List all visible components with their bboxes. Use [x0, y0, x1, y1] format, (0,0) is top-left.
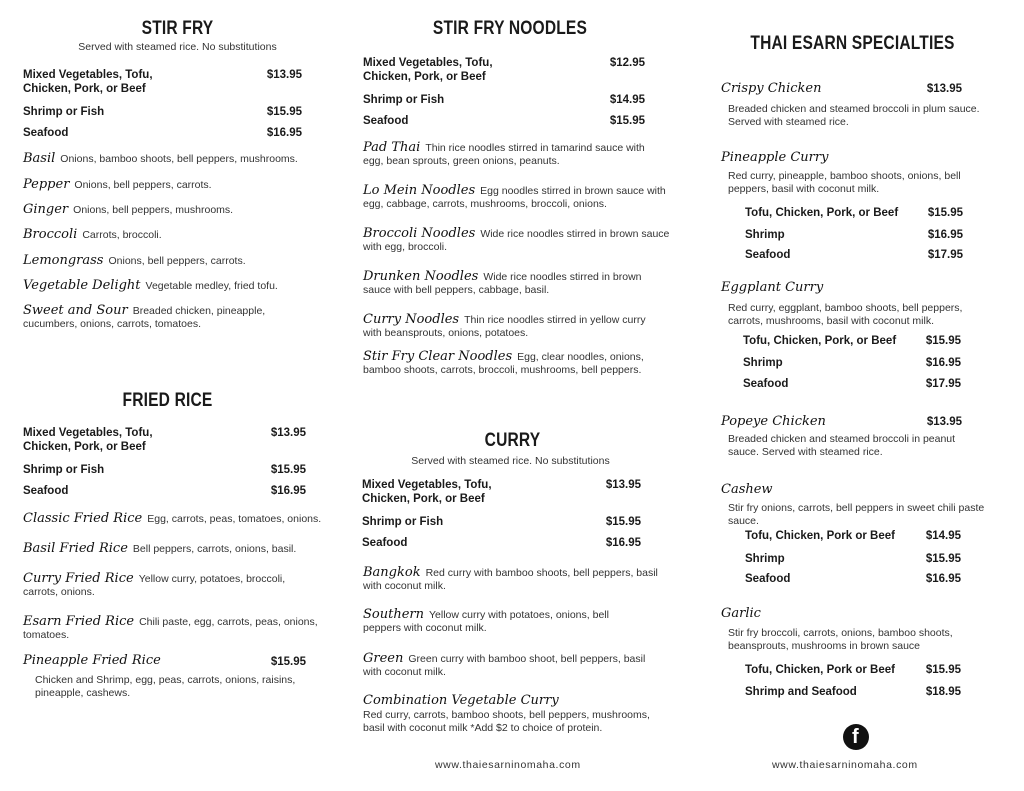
price-label: Tofu, Chicken, Pork or Beef [745, 530, 895, 542]
dish-description: Wide rice noodles stirred in brown sauce with bell peppers, cabbage, basil. [363, 271, 642, 296]
price-label: Seafood [363, 115, 409, 127]
dish-description: Bell peppers, carrots, onions, basil. [132, 543, 297, 555]
dish-description: Stir fry broccoli, carrots, onions, bamboo shoots, beansprouts, mushrooms in brown sauce [728, 627, 953, 652]
price-label: Seafood [743, 378, 789, 390]
section-subtitle: Served with steamed rice. No substitutions [411, 455, 610, 467]
dish-description: Onions, bamboo shoots, bell peppers, mushrooms. [60, 153, 298, 165]
dish-description: Onions, bell peppers, carrots. [74, 179, 212, 191]
price-label: Seafood [23, 485, 69, 497]
dish-description: Egg noodles stirred in brown sauce with egg, cabbage, carrots, mushrooms, broccoli, onions. [363, 185, 666, 210]
price-label: Mixed Vegetables, Tofu, Chicken, Pork, or Beef [23, 427, 153, 453]
dish-description: Thin rice noodles stirred in yellow curry with beansprouts, onions, potatoes. [363, 314, 646, 339]
dish-description: Onions, bell peppers, carrots. [108, 255, 246, 267]
section-title-curry: CURRY [484, 430, 541, 451]
price-label: Shrimp or Fish [23, 106, 105, 118]
price-label: Tofu, Chicken, Pork, or Beef [745, 207, 899, 219]
menu-item [23, 279, 333, 293]
dish-description: Egg, clear noodles, onions, bamboo shoots, carrots, broccoli, mushrooms, bell peppers. [363, 351, 644, 376]
dish-name: Esarn Fried Rice [23, 614, 135, 629]
dish-name: Curry Noodles [363, 312, 460, 327]
dish-name: Curry Fried Rice [23, 571, 134, 586]
price-label: Seafood [745, 573, 791, 585]
price-label: Tofu, Chicken, Pork or Beef [745, 664, 895, 676]
price-label: Shrimp or Fish [362, 516, 444, 528]
dish-name: Green [363, 651, 404, 666]
dish-description: Stir fry onions, carrots, bell peppers in sweet chili paste sauce. [728, 502, 985, 527]
menu-item [363, 350, 675, 377]
price-value: $16.95 [925, 573, 961, 585]
menu-item [23, 615, 323, 642]
price-value: $17.95 [927, 249, 963, 261]
price-label: Seafood [362, 537, 408, 549]
dish-description: Chicken and Shrimp, egg, peas, carrots, onions, raisins, pineapple, cashews. [35, 674, 296, 699]
dish-description: Egg, carrots, peas, tomatoes, onions. [147, 513, 322, 525]
dish-description: Breaded chicken, pineapple, cucumbers, onions, carrots, tomatoes. [23, 305, 266, 330]
menu-item [23, 254, 333, 268]
dish-description: Green curry with bamboo shoot, bell peppers, basil with coconut milk. [363, 653, 646, 678]
price-value: $15.95 [925, 664, 961, 676]
price-value: $16.95 [605, 537, 641, 549]
dish-description: Red curry, pineapple, bamboo shoots, onions, bell peppers, basil with coconut milk. [728, 170, 961, 195]
price-value: $13.95 [605, 479, 641, 491]
dish-name: Ginger [23, 202, 69, 217]
dish-description: Breaded chicken and steamed broccoli in peanut sauce. Served with steamed rice. [728, 433, 956, 458]
menu-item [23, 152, 333, 166]
price-value: $15.95 [925, 335, 961, 347]
price-label: Mixed Vegetables, Tofu, Chicken, Pork, or Beef [362, 479, 492, 505]
dish-name: Garlic [721, 606, 761, 621]
menu-item [23, 304, 283, 331]
price-value: $13.95 [926, 416, 962, 428]
section-title-stir-fry: STIR FRY [141, 18, 214, 39]
dish-name: Broccoli [23, 227, 78, 242]
section-title-thai-esarn-specialties: THAI ESARN SPECIALTIES [750, 33, 955, 54]
price-value: $16.95 [266, 127, 302, 139]
price-value: $15.95 [927, 207, 963, 219]
column-specialties [700, 0, 1024, 791]
dish-name: Crispy Chicken [721, 81, 822, 96]
price-label: Shrimp [745, 229, 785, 241]
column-stir-fry-fried-rice [0, 0, 340, 791]
price-label: Shrimp or Fish [363, 94, 445, 106]
dish-name: Stir Fry Clear Noodles [363, 349, 513, 364]
dish-description: Wide rice noodles stirred in brown sauce with egg, broccoli. [363, 228, 670, 253]
dish-name: Pineapple Curry [721, 150, 829, 165]
price-label: Shrimp and Seafood [745, 686, 857, 698]
dish-name: Bangkok [363, 565, 421, 580]
menu-item [363, 313, 663, 340]
price-value: $15.95 [925, 553, 961, 565]
menu-item [363, 141, 668, 168]
dish-name: Southern [363, 607, 424, 622]
dish-name: Pad Thai [363, 140, 421, 155]
price-value: $16.95 [270, 485, 306, 497]
price-value: $15.95 [266, 106, 302, 118]
dish-description: Breaded chicken and steamed broccoli in plum sauce. Served with steamed rice. [728, 103, 980, 128]
dish-name: Popeye Chicken [721, 414, 826, 429]
dish-description: Thin rice noodles stirred in tamarind sauce with egg, bean sprouts, green onions, peanuts. [363, 142, 645, 167]
dish-name: Pineapple Fried Rice [23, 653, 161, 668]
price-value: $16.95 [927, 229, 963, 241]
column-noodles-curry [340, 0, 680, 791]
facebook-glyph: f [852, 726, 859, 748]
dish-name: Lemongrass [23, 253, 104, 268]
dish-name: Sweet and Sour [23, 303, 128, 318]
dish-description: Chili paste, egg, carrots, peas, onions, tomatoes. [23, 616, 318, 641]
section-title-fried-rice: FRIED RICE [122, 390, 213, 411]
menu-item [363, 566, 658, 593]
dish-name: Eggplant Curry [721, 280, 824, 295]
menu-item [23, 512, 333, 526]
dish-name: Broccoli Noodles [363, 226, 476, 241]
dish-name: Lo Mein Noodles [363, 183, 476, 198]
price-value: $15.95 [605, 516, 641, 528]
dish-name: Cashew [721, 482, 773, 497]
section-title-stir-fry-noodles: STIR FRY NOODLES [432, 18, 588, 39]
facebook-icon[interactable] [843, 724, 869, 750]
price-value: $17.95 [925, 378, 961, 390]
price-value: $16.95 [925, 357, 961, 369]
section-subtitle: Served with steamed rice. No substitutions [78, 41, 277, 53]
price-value: $13.95 [266, 69, 302, 81]
price-value: $13.95 [270, 427, 306, 439]
price-value: $15.95 [270, 464, 306, 476]
menu-item [23, 542, 333, 556]
price-label: Tofu, Chicken, Pork, or Beef [743, 335, 897, 347]
dish-description: Yellow curry, potatoes, broccoli, carrots, onions. [23, 573, 286, 598]
price-value: $13.95 [926, 83, 962, 95]
menu-item [23, 178, 333, 192]
price-value: $15.95 [609, 115, 645, 127]
price-label: Mixed Vegetables, Tofu, Chicken, Pork, or Beef [23, 69, 153, 95]
menu-item [23, 228, 333, 242]
dish-name: Vegetable Delight [23, 278, 141, 293]
price-value: $18.95 [925, 686, 961, 698]
menu-item [363, 652, 648, 679]
price-label: Shrimp [743, 357, 783, 369]
dish-description: Red curry, eggplant, bamboo shoots, bell peppers, carrots, mushrooms, basil with coconut milk. [728, 302, 963, 327]
menu-item [363, 608, 648, 635]
price-label: Mixed Vegetables, Tofu, Chicken, Pork, or Beef [363, 57, 493, 83]
price-value: $12.95 [609, 57, 645, 69]
website-link[interactable]: www.thaiesarninomaha.com [435, 759, 581, 771]
menu-item [23, 572, 293, 599]
dish-name: Pepper [23, 177, 70, 192]
dish-name: Basil Fried Rice [23, 541, 128, 556]
price-value: $15.95 [270, 656, 306, 668]
dish-name: Drunken Noodles [363, 269, 479, 284]
price-label: Seafood [23, 127, 69, 139]
website-link[interactable]: www.thaiesarninomaha.com [772, 759, 918, 771]
dish-description: Yellow curry with potatoes, onions, bell peppers with coconut milk. [363, 609, 609, 634]
dish-description: Red curry, carrots, bamboo shoots, bell peppers, mushrooms, basil with coconut milk *Add $2 to choice of protein. [363, 709, 650, 734]
dish-description: Red curry with bamboo shoots, bell peppers, basil with coconut milk. [363, 567, 658, 592]
dish-name: Basil [23, 151, 56, 166]
dish-name: Classic Fried Rice [23, 511, 143, 526]
menu-item [23, 203, 333, 217]
dish-description: Onions, bell peppers, mushrooms. [73, 204, 234, 216]
menu-item [363, 184, 668, 211]
price-value: $14.95 [925, 530, 961, 542]
dish-description: Carrots, broccoli. [82, 229, 162, 241]
menu-item [363, 227, 673, 254]
price-label: Seafood [745, 249, 791, 261]
price-value: $14.95 [609, 94, 645, 106]
dish-name: Combination Vegetable Curry [363, 693, 559, 708]
price-label: Shrimp [745, 553, 785, 565]
dish-description: Vegetable medley, fried tofu. [145, 280, 278, 292]
price-label: Shrimp or Fish [23, 464, 105, 476]
menu-item [363, 270, 653, 297]
